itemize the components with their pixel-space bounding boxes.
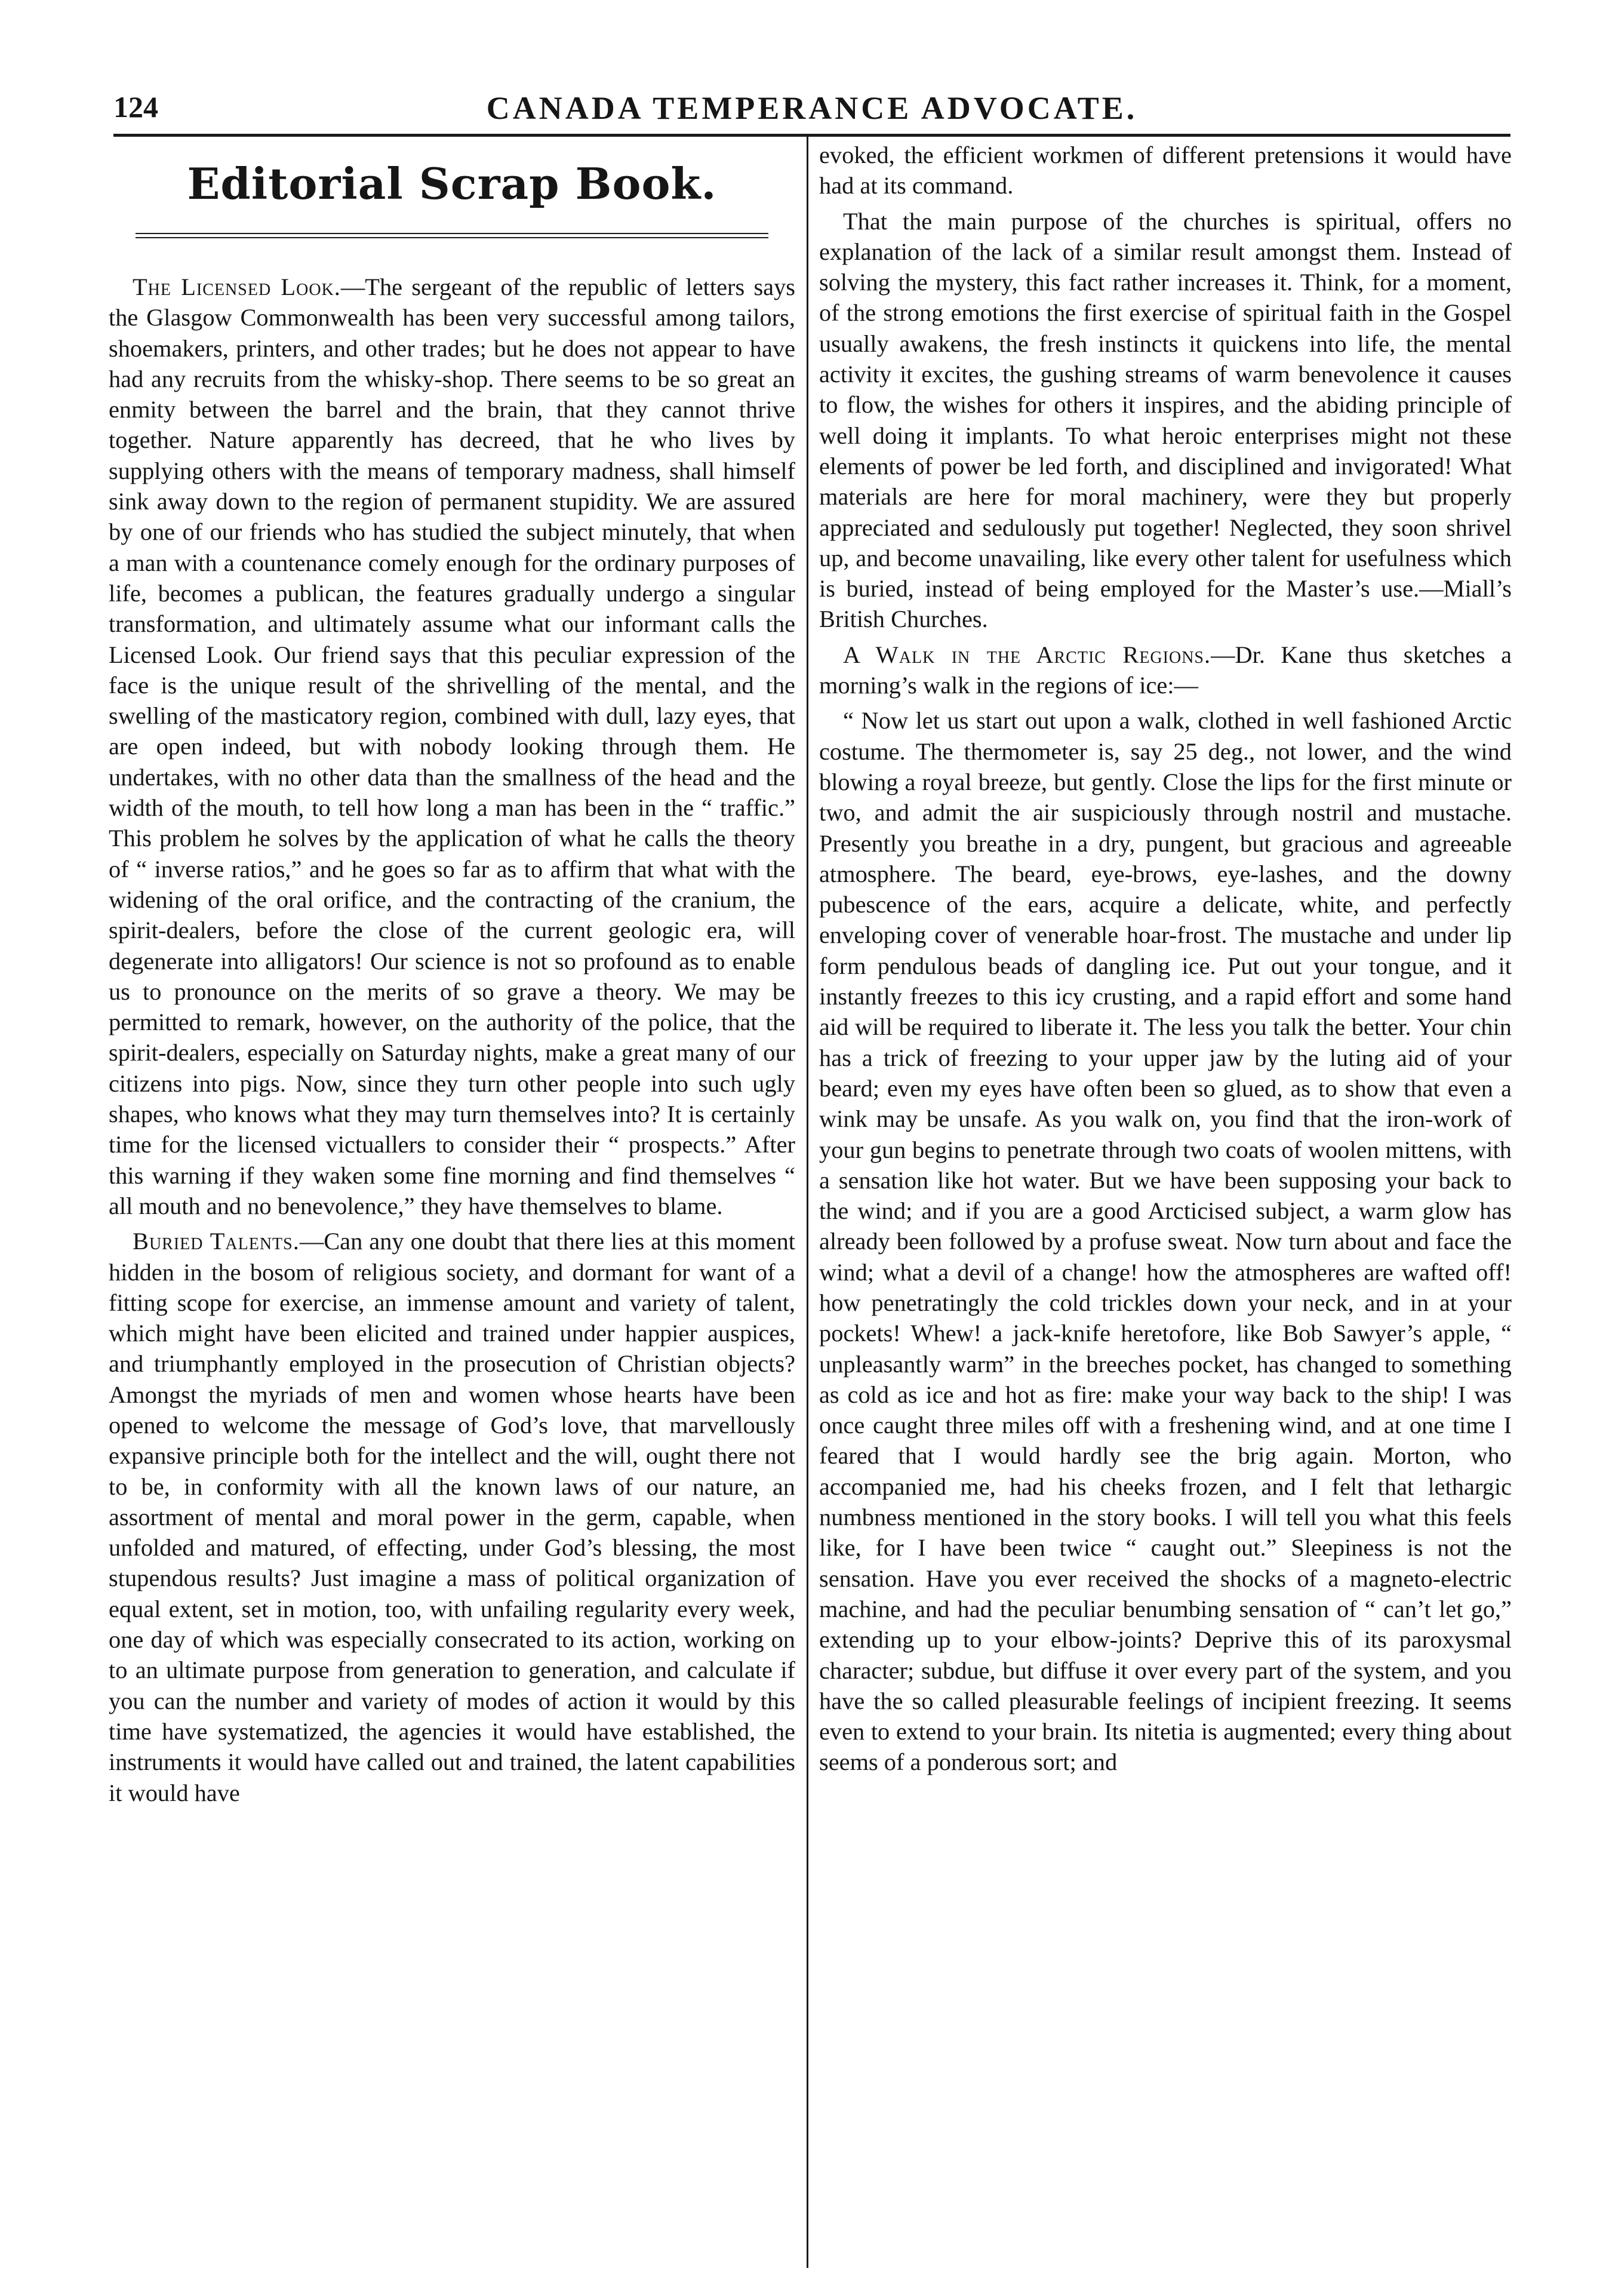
article-heading: A Walk in the Arctic Regions.	[843, 641, 1211, 668]
article-heading: Buried Talents.	[133, 1228, 300, 1255]
article-intro: —Dr. Kane thus sketches a morning’s walk in the regions of ice:—	[819, 641, 1512, 699]
article-buried-talents-paragraph: That the main purpose of the churches is spiritual, offers no explanation of the lack of a similar result amongst them. Instead of solving the mystery, this fact rather increases it. Think, for a moment, of the strong emotions the first exercise of spiritual faith in the Gospel usually awakens, the fresh instincts it quickens into life, the mental activity it excites, the gushing streams of warm benevolence it causes to flow, the wishes for others it inspires, and the abiding principle of well doing it implants. To what heroic enterprises might not these elements of power be led forth, and disciplined and invigorated! What materials are here for moral machinery, were they but properly appreciated and sedulously put together! Neglected, they soon shrivel up, and become unavailing, like every other talent for usefulness which is buried, instead of being employed for the Master’s use.—Miall’s British Churches.	[819, 207, 1512, 633]
article-arctic-walk	[819, 640, 1512, 701]
left-column	[109, 140, 795, 1808]
right-column	[819, 140, 1512, 1778]
article-heading: The Licensed Look.	[133, 273, 341, 300]
journal-title: CANADA TEMPERANCE ADVOCATE.	[486, 90, 1138, 126]
article-arctic-walk-quote: “ Now let us start out upon a walk, clothed in well fashioned Arctic costume. The thermometer is, say 25 deg., not lower, and the wind blowing a royal breeze, but gently. Close the lips for the first minute or two, and admit the air suspiciously through nostril and mustache. Presently you breathe in a dry, pungent, but gracious and agreeable atmosphere. The beard, eye-brows, eye-lashes, and the downy pubescence of the ears, acquire a delicate, white, and perfectly enveloping cover of venerable hoar-frost. The mustache and under lip form pendulous beads of dangling ice. Put out your tongue, and it instantly freezes to this icy crusting, and a rapid effort and some hand aid will be required to liberate it. The less you talk the better. Your chin has a trick of freezing to your upper jaw by the luting aid of your beard; even my eyes have often been so glued, as to show that even a wink may be unsafe. As you walk on, you find that the iron-work of your gun begins to penetrate through two coats of woolen mittens, with a sensation like hot water. But we have been supposing your back to the wind; and if you are a good Arcticised subject, a warm glow has already been followed by a profuse sweat. Now turn about and face the wind; what a devil of a change! how the atmospheres are wafted off! how penetratingly the cold trickles down your neck, and in at your pockets! Whew! a jack-knife heretofore, like Bob Sawyer’s apple, “ unpleasantly warm” in the breeches pocket, has changed to something as cold as ice and hot as fire: make your way back to the ship! I was once caught three miles off with a freshening wind, and at one time I feared that I would hardly see the brig again. Morton, who accompanied me, had his cheeks frozen, and I felt that lethargic numbness mentioned in the story books. I will tell you what this feels like, for I have been twice “ caught out.” Sleepiness is not the sensation. Have you ever received the shocks of a magneto-electric machine, and had the peculiar benumbing sensation of “ can’t let go,” extending up to your elbow-joints? Deprive this of its paroxysmal character; subdue, but diffuse it over every part of the system, and you have the so called pleasurable feelings of incipient freezing. It seems even to extend to your brain. Its nitetia is augmented; every thing about seems of a ponderous sort; and	[819, 707, 1512, 1776]
article-body: —The sergeant of the republic of letters says the Glasgow Commonwealth has been very successful among tailors, shoemakers, printers, and other trades; but he does not appear to have had any recruits from the whisky-shop. There seems to be so great an enmity between the barrel and the brain, that they cannot thrive together. Nature apparently has decreed, that he who lives by supplying others with the means of temporary madness, shall himself sink away down to the region of permanent stupidity. We are assured by one of our friends who has studied the subject minutely, that when a man with a countenance comely enough for the ordinary purposes of life, becomes a publican, the features gradually undergo a singular transformation, and ultimately assume what our informant calls the Licensed Look. Our friend says that this peculiar expression of the face is the unique result of the shrivelling of the mental, and the swelling of the masticatory region, combined with dull, lazy eyes, that are open indeed, but with nobody looking through them. He undertakes, with no other data than the smallness of the head and the width of the mouth, to tell how long a man has been in the “ traffic.” This problem he solves by the application of what he calls the theory of “ inverse ratios,” and he goes so far as to affirm that what with the widening of the oral orifice, and the contracting of the cranium, the spirit-dealers, before the close of the current geologic era, will degenerate into alligators! Our science is not so profound as to enable us to pronounce on the merits of so grave a theory. We may be permitted to remark, however, on the authority of the police, that the spirit-dealers, especially on Saturday nights, make a great many of our citizens into pigs. Now, since they turn other people into such ugly shapes, who knows what they may turn themselves into? It is certainly time for the licensed victuallers to consider their “ prospects.” After this warning if they waken some fine morning and find themselves “ all mouth and no benevolence,” they have themselves to blame.	[109, 273, 795, 1219]
article-buried-talents	[109, 1226, 795, 1808]
column-divider	[807, 136, 808, 2268]
running-head	[113, 90, 1510, 137]
article-body: —Can any one doubt that there lies at this moment hidden in the bosom of religious society, and dormant for want of a fitting scope for exercise, an immense amount and variety of talent, which might have been elicited and trained under happier auspices, and triumphantly employed in the prosecution of Christian objects? Amongst the myriads of men and women whose hearts have been opened to welcome the message of God’s love, that marvellously expansive principle both for the intellect and the will, ought there not to be, in conformity with all the known laws of our nature, an assortment of mental and moral power in the germ, capable, when unfolded and matured, of effecting, under God’s blessing, the most stupendous results? Just imagine a mass of political organization of equal extent, set in motion, too, with unfailing regularity every week, one day of which was especially consecrated to its action, working on to an ultimate purpose from generation to generation, and calculate if you can the number and variety of modes of action it would by this time have systematized, the agencies it would have established, the instruments it would have called out and trained, the latent capabilities it would have	[109, 1228, 796, 1806]
article-licensed-look	[109, 272, 795, 1221]
section-title: Editorial Scrap Book.	[187, 158, 717, 209]
header-rule	[113, 134, 1510, 137]
section-title-rule	[136, 233, 768, 238]
page-number: 124	[113, 90, 158, 124]
article-buried-talents-continued: evoked, the efficient workmen of different pretensions it would have had at its command.	[819, 142, 1512, 199]
